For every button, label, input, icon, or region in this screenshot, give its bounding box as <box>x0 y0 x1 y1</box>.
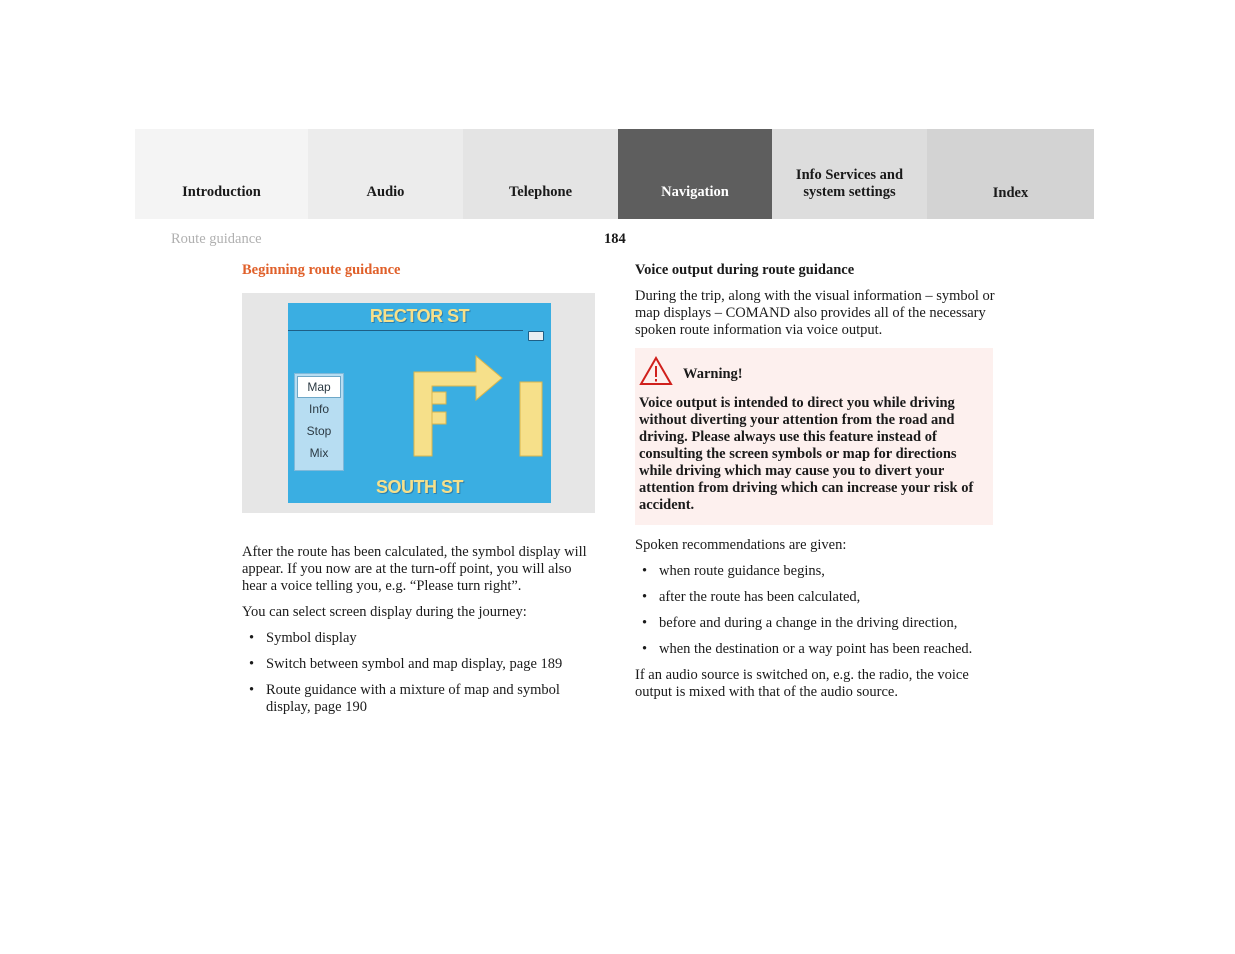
list-item: • when route guidance begins, <box>635 563 995 580</box>
list-item: • before and during a change in the driving direction, <box>635 615 995 632</box>
warning-body: Voice output is intended to direct you while driving without diverting your attention from the road and driving. Please always use this feature instead of consulting the screen symbols or map for directions while driving which may cause you to divert your attention from driving which can increase your risk of accident. <box>639 395 974 513</box>
page-number: 184 <box>604 231 626 247</box>
right-paragraph-1: During the trip, along with the visual information – symbol or map displays – COMAND also provides all of the necessary spoken route information via voice output. <box>635 288 995 338</box>
menu-item-info: Info <box>308 402 329 416</box>
screen-figure <box>242 293 595 513</box>
chapter-tabs <box>135 129 1094 219</box>
menu-item-stop: Stop <box>306 424 332 438</box>
left-paragraph-2: You can select screen display during the journey: <box>242 604 527 620</box>
symbol-display-screen <box>288 303 551 503</box>
tab-info-services-label: Info Services and system settings <box>795 167 904 200</box>
list-item: • Symbol display <box>242 630 598 647</box>
left-column <box>242 262 598 716</box>
list-item: • after the route has been calculated, <box>635 589 995 606</box>
divider <box>288 330 523 331</box>
right-paragraph-2: Spoken recommendations are given: <box>635 537 847 553</box>
tab-introduction[interactable]: Introduction <box>135 129 308 219</box>
warning-title: Warning! <box>683 365 743 382</box>
right-paragraph-3: If an audio source is switched on, e.g. the radio, the voice output is mixed with that of the audio source. <box>635 667 969 700</box>
left-paragraph-1: After the route has been calculated, the symbol display will appear. If you now are at the turn-off point, you will also hear a voice telling you, e.g. “Please turn right”. <box>242 544 587 594</box>
section-label: Route guidance <box>171 231 262 247</box>
turn-right-arrow-icon <box>408 348 548 460</box>
left-bullet-list <box>242 630 598 716</box>
right-bullet-list <box>635 563 995 658</box>
tab-info-services[interactable] <box>772 129 927 219</box>
left-heading: Beginning route guidance <box>242 262 401 278</box>
warning-box <box>635 348 993 525</box>
list-item: • Switch between symbol and map display, page 189 <box>242 656 598 673</box>
tab-navigation[interactable]: Navigation <box>618 129 772 219</box>
menu-item-mix: Mix <box>309 446 329 460</box>
list-item: • Route guidance with a mixture of map and symbol display, page 190 <box>242 682 598 716</box>
cassette-icon <box>528 331 544 341</box>
tab-telephone[interactable]: Telephone <box>463 129 618 219</box>
menu-item-map: Map <box>297 376 341 398</box>
tab-index[interactable]: Index <box>927 129 1094 219</box>
right-column <box>635 262 995 701</box>
top-street-label: RECTOR ST <box>369 306 470 326</box>
list-item: • when the destination or a way point has been reached. <box>635 641 995 658</box>
tab-audio[interactable]: Audio <box>308 129 463 219</box>
right-heading: Voice output during route guidance <box>635 262 855 278</box>
warning-triangle-icon <box>639 356 673 386</box>
bottom-street-label: SOUTH ST <box>375 477 463 497</box>
screen-menu <box>294 373 344 471</box>
